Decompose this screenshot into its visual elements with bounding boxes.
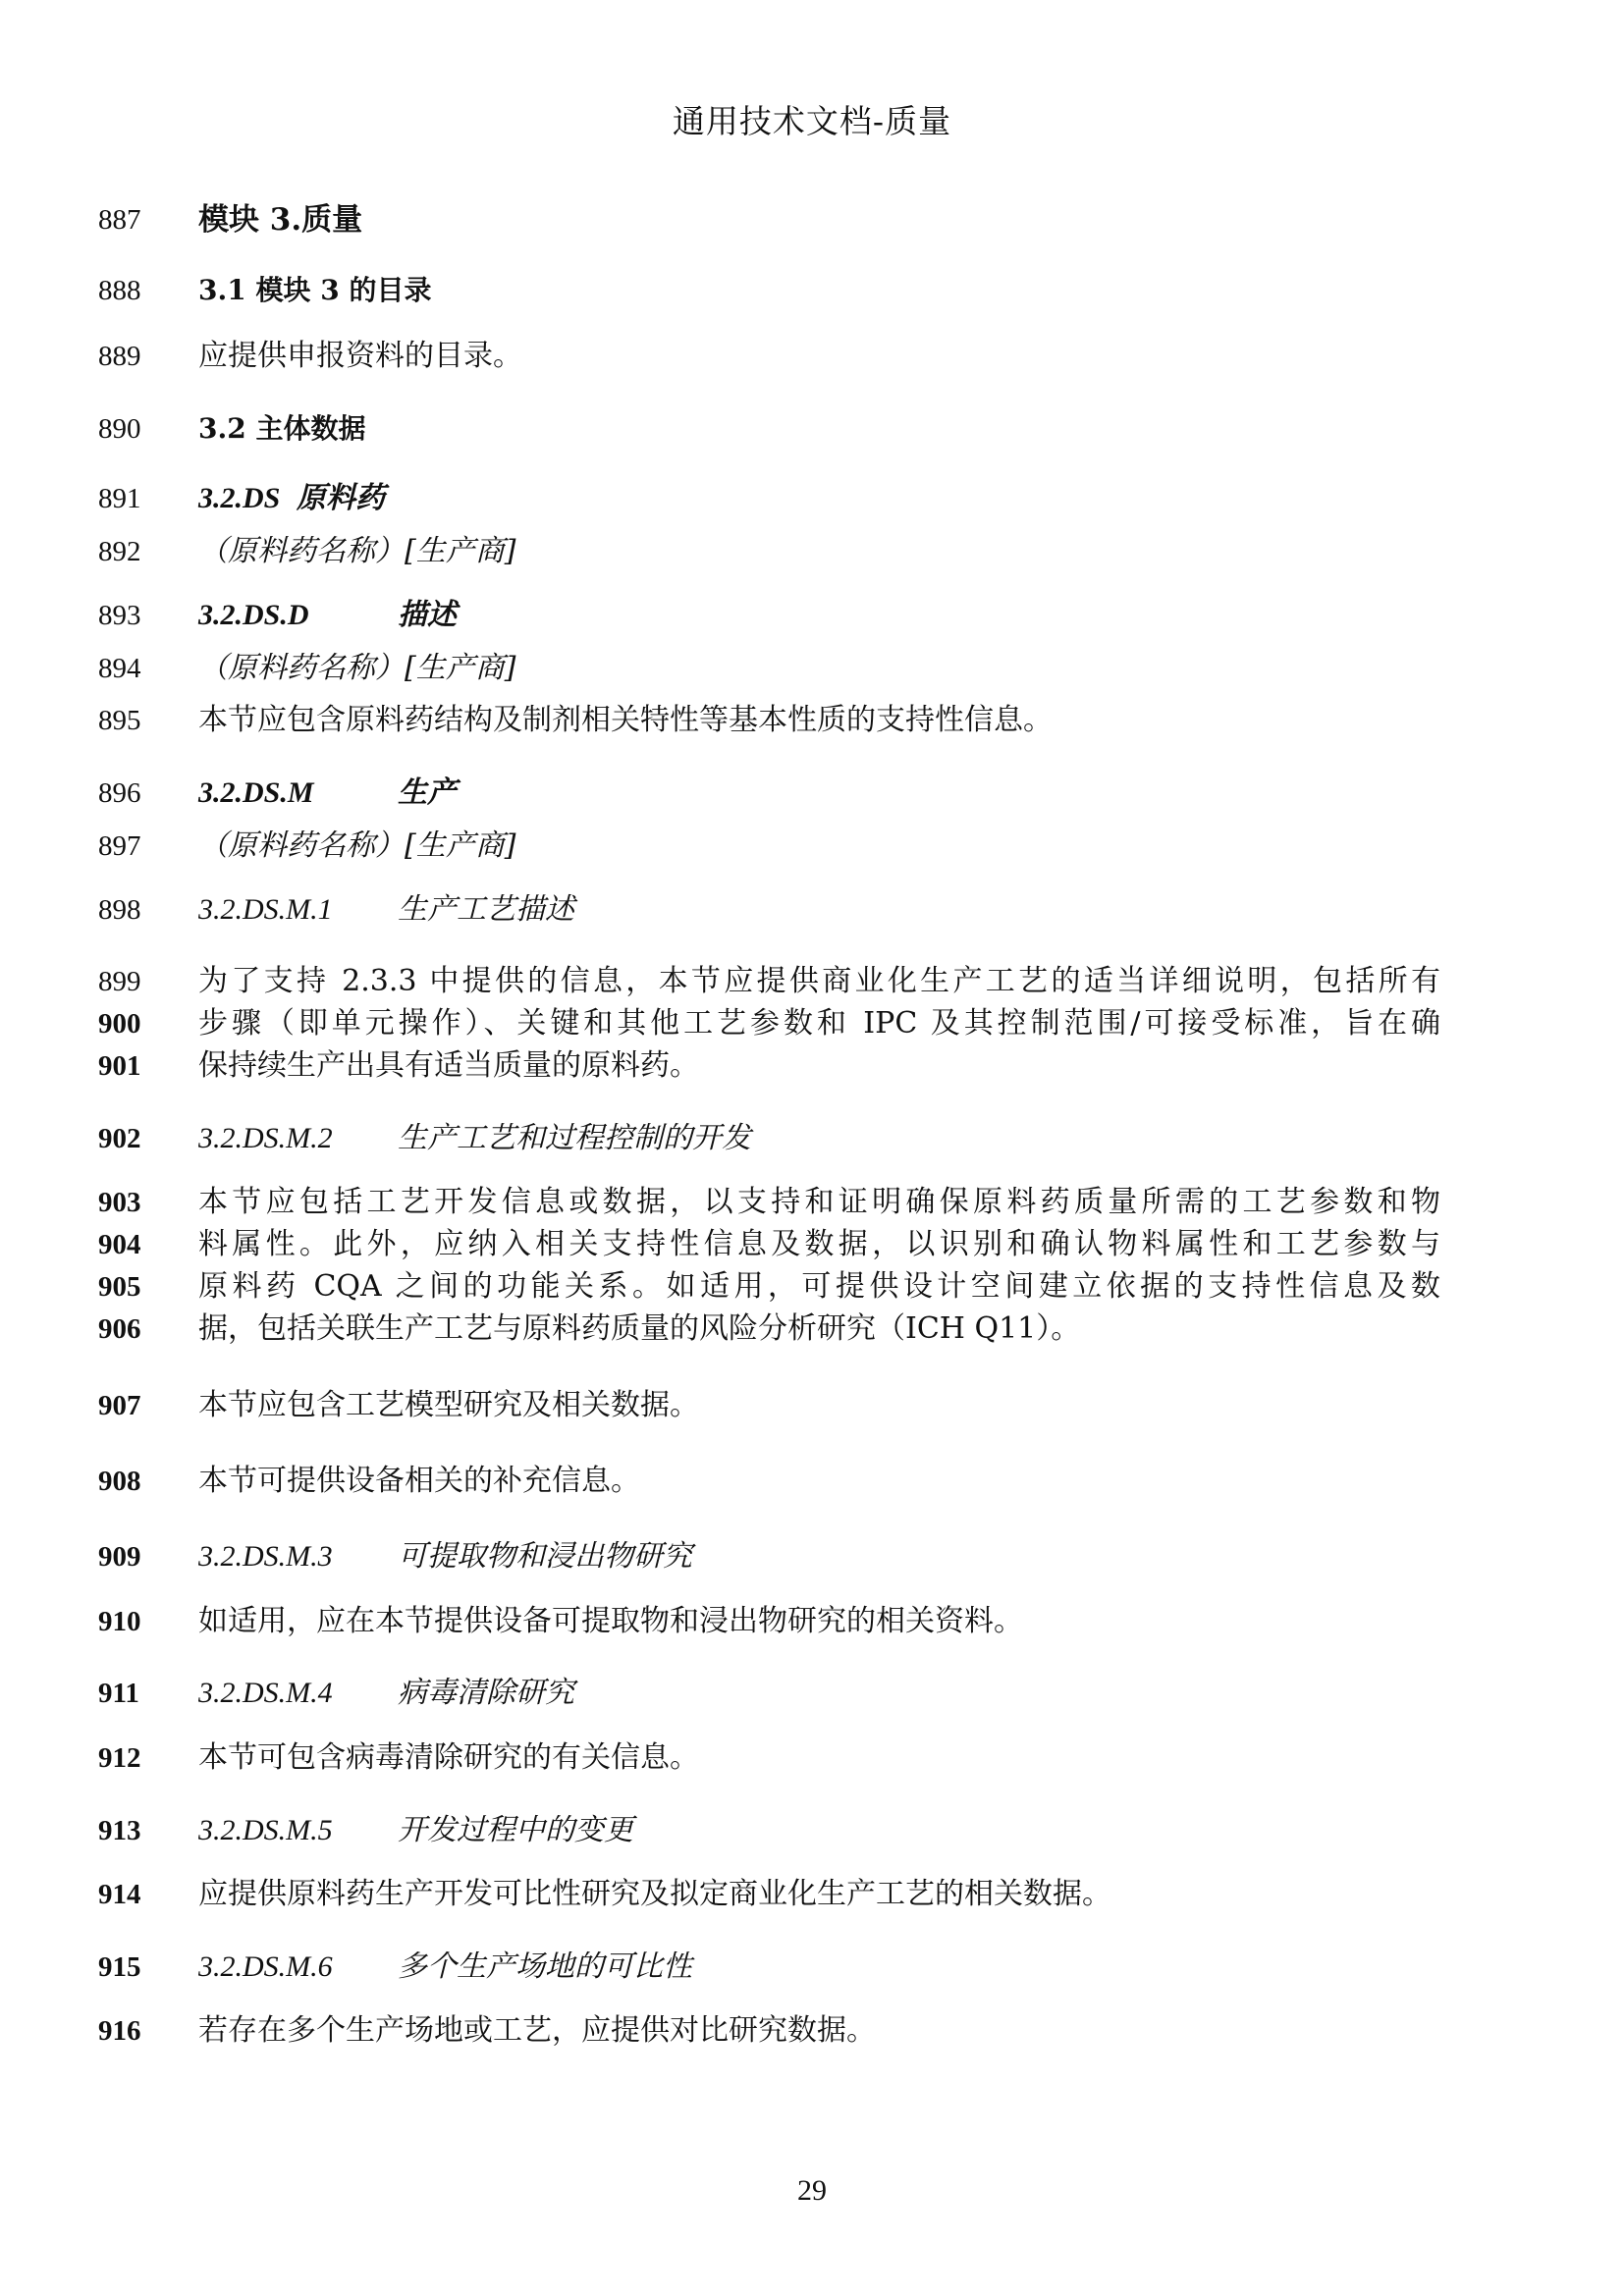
body-text: 保持续生产出具有适当质量的原料药。	[198, 1048, 699, 1083]
line-number: 888	[98, 275, 141, 306]
body-text: 据，包括关联生产工艺与原料药质量的风险分析研究（ICH Q11）。	[198, 1311, 1081, 1346]
line-number: 891	[98, 483, 141, 514]
placeholder-text: （原料药名称）[生产商]	[198, 534, 516, 568]
line-895	[0, 699, 1624, 742]
body-text: 本节应包含原料药结构及制剂相关特性等基本性质的支持性信息。	[198, 703, 1053, 737]
line-number: 901	[98, 1050, 141, 1082]
line-913	[0, 1809, 1624, 1852]
section-code: 3.2.DS.M.4	[198, 1677, 333, 1709]
line-number: 899	[98, 966, 141, 997]
line-number: 903	[98, 1187, 141, 1218]
line-number: 889	[98, 341, 141, 372]
body-text: 为了支持 2.3.3 中提供的信息，本节应提供商业化生产工艺的适当详细说明，包括所有	[198, 964, 1440, 998]
body-text: 本节应包含工艺模型研究及相关数据。	[198, 1388, 699, 1422]
line-915	[0, 1946, 1624, 1989]
body-text: 料属性。此外，应纳入相关支持性信息及数据，以识别和确认物料属性和工艺参数与	[198, 1227, 1440, 1261]
page-header: 通用技术文档-质量	[672, 102, 952, 140]
section-title: 生产工艺描述	[398, 892, 574, 927]
page-number: 29	[797, 2174, 827, 2207]
section-title: 开发过程中的变更	[398, 1813, 633, 1847]
line-911	[0, 1672, 1624, 1715]
line-number: 896	[98, 777, 141, 809]
section-code: 3.2.DS.M	[198, 776, 314, 809]
line-number: 898	[98, 894, 141, 926]
line-number: 908	[98, 1466, 141, 1497]
section-code: 3.2.DS.D	[198, 599, 309, 631]
body-text: 应提供原料药生产开发可比性研究及拟定商业化生产工艺的相关数据。	[198, 1877, 1111, 1911]
line-891	[0, 477, 1624, 520]
line-898	[0, 888, 1624, 932]
line-899	[0, 960, 1624, 1003]
line-number: 904	[98, 1229, 141, 1260]
line-number: 912	[98, 1742, 141, 1774]
line-912	[0, 1736, 1624, 1780]
body-text: 步骤（即单元操作）、关键和其他工艺参数和 IPC 及其控制范围/可接受标准，旨在确	[198, 1006, 1440, 1041]
line-897	[0, 825, 1624, 868]
section-title: 病毒清除研究	[398, 1676, 574, 1710]
line-number: 913	[98, 1815, 141, 1846]
line-number: 907	[98, 1390, 141, 1421]
line-number: 916	[98, 2015, 141, 2047]
line-901	[0, 1044, 1624, 1088]
section-heading: 3.1 模块 3 的目录	[198, 274, 432, 306]
placeholder-text: （原料药名称）[生产商]	[198, 651, 516, 685]
line-887	[0, 198, 1624, 241]
body-text: 原料药 CQA 之间的功能关系。如适用，可提供设计空间建立依据的支持性信息及数	[198, 1269, 1440, 1304]
line-903	[0, 1181, 1624, 1224]
section-code: 3.2.DS.M.1	[198, 893, 333, 926]
line-number: 895	[98, 705, 141, 736]
body-text: 本节可提供设备相关的补充信息。	[198, 1464, 640, 1498]
section-code: 3.2.DS.M.6	[198, 1950, 333, 1983]
section-heading: 3.2 主体数据	[198, 412, 366, 445]
line-number: 911	[98, 1678, 139, 1709]
line-907	[0, 1384, 1624, 1427]
line-906	[0, 1308, 1624, 1351]
section-code: 3.2.DS	[198, 482, 281, 514]
line-number: 890	[98, 413, 141, 445]
line-909	[0, 1535, 1624, 1578]
placeholder-text: （原料药名称）[生产商]	[198, 828, 516, 863]
section-code: 3.2.DS.M.5	[198, 1814, 333, 1846]
module-heading: 模块 3.质量	[198, 202, 363, 238]
body-text: 本节应包括工艺开发信息或数据，以支持和证明确保原料药质量所需的工艺参数和物	[198, 1185, 1440, 1219]
line-number: 914	[98, 1879, 141, 1910]
section-title: 描述	[398, 598, 457, 632]
section-title: 原料药	[297, 481, 385, 515]
section-title: 多个生产场地的可比性	[398, 1949, 692, 1984]
line-number: 894	[98, 653, 141, 684]
line-number: 887	[98, 204, 141, 236]
line-896	[0, 772, 1624, 815]
line-number: 910	[98, 1606, 141, 1637]
body-text: 若存在多个生产场地或工艺，应提供对比研究数据。	[198, 2013, 876, 2048]
line-number: 900	[98, 1008, 141, 1040]
section-code: 3.2.DS.M.2	[198, 1122, 333, 1154]
section-title: 可提取物和浸出物研究	[398, 1539, 692, 1574]
line-900	[0, 1002, 1624, 1045]
line-904	[0, 1223, 1624, 1266]
line-number: 902	[98, 1123, 141, 1154]
line-number: 892	[98, 536, 141, 567]
body-text: 如适用，应在本节提供设备可提取物和浸出物研究的相关资料。	[198, 1604, 1023, 1638]
line-number: 893	[98, 600, 141, 631]
line-893	[0, 594, 1624, 637]
line-890	[0, 407, 1624, 451]
line-892	[0, 530, 1624, 573]
line-914	[0, 1873, 1624, 1916]
section-code: 3.2.DS.M.3	[198, 1540, 333, 1573]
section-title: 生产工艺和过程控制的开发	[398, 1121, 751, 1155]
line-902	[0, 1117, 1624, 1160]
line-888	[0, 269, 1624, 312]
line-916	[0, 2009, 1624, 2053]
line-number: 897	[98, 830, 141, 862]
line-894	[0, 647, 1624, 690]
body-text: 本节可包含病毒清除研究的有关信息。	[198, 1740, 699, 1775]
line-910	[0, 1600, 1624, 1643]
line-905	[0, 1265, 1624, 1308]
line-number: 915	[98, 1951, 141, 1983]
line-number: 909	[98, 1541, 141, 1573]
body-text: 应提供申报资料的目录。	[198, 339, 522, 373]
line-number: 906	[98, 1313, 141, 1345]
line-908	[0, 1460, 1624, 1503]
section-title: 生产	[398, 775, 457, 810]
line-number: 905	[98, 1271, 141, 1303]
line-889	[0, 335, 1624, 378]
